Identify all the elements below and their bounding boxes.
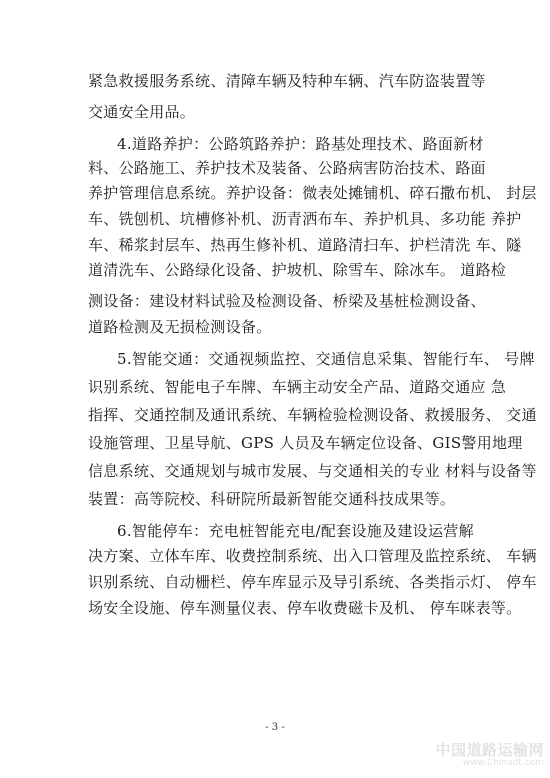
text-line: 5.智能交通：交通视频监控、交通信息采集、智能行车、 号牌	[117, 350, 535, 368]
text-line: 决方案、立体车库、收费控制系统、出入口管理及监控系统、 车辆	[88, 547, 537, 565]
text-line: 装置：高等院校、科研院所最新智能交通科技成果等。	[88, 490, 456, 508]
text-line: 车、铣刨机、坑槽修补机、沥青洒布车、养护机具、多功能 养护	[88, 210, 522, 228]
text-line: 场安全设施、停车测量仪表、停车收费磁卡及机、 停车咪表等。	[88, 599, 522, 617]
watermark-title: 中国道路运输网	[435, 741, 544, 759]
watermark-logo	[424, 742, 544, 768]
watermark-url: www.Chinadt.com	[462, 758, 544, 768]
text-line: 4.道路养护：公路筑路养护：路基处理技术、路面新材	[117, 135, 484, 153]
text-line: 设施管理、卫星导航、GPS 人员及车辆定位设备、GIS警用地理	[88, 434, 523, 452]
text-line: 信息系统、交通规划与城市发展、与交通相关的专业 材料与设备等	[88, 462, 537, 480]
text-line: 6.智能停车：充电桩智能充电/配套设施及建设运营解	[117, 522, 474, 540]
text-line: 识别系统、自动栅栏、停车库显示及导引系统、各类指示灯、 停车	[88, 573, 537, 591]
text-line: 指挥、交通控制及通讯系统、车辆检验检测设备、救援服务、 交通	[88, 406, 537, 424]
text-line: 测设备：建设材料试验及检测设备、桥梁及基桩检测设备、	[88, 292, 486, 310]
text-line: 养护管理信息系统。养护设备：微表处摊铺机、碎石撒布机、 封层	[88, 184, 537, 202]
text-line: 车、稀浆封层车、热再生修补机、道路清扫车、护栏清洗 车、隧	[88, 236, 522, 254]
text-line: 道清洗车、公路绿化设备、护坡机、除雪车、除冰车。 道路检	[88, 261, 507, 279]
text-line: 料、公路施工、养护技术及装备、公路病害防治技术、路面	[88, 159, 486, 177]
text-line: 紧急救援服务系统、清障车辆及特种车辆、汽车防盗装置等	[88, 72, 486, 90]
text-line: 交通安全用品。	[88, 103, 196, 121]
page-number: - 3 -	[265, 722, 285, 733]
text-line: 识别系统、智能电子车牌、车辆主动安全产品、道路交通应 急	[88, 378, 507, 396]
text-line: 道路检测及无损检测设备。	[88, 318, 272, 336]
